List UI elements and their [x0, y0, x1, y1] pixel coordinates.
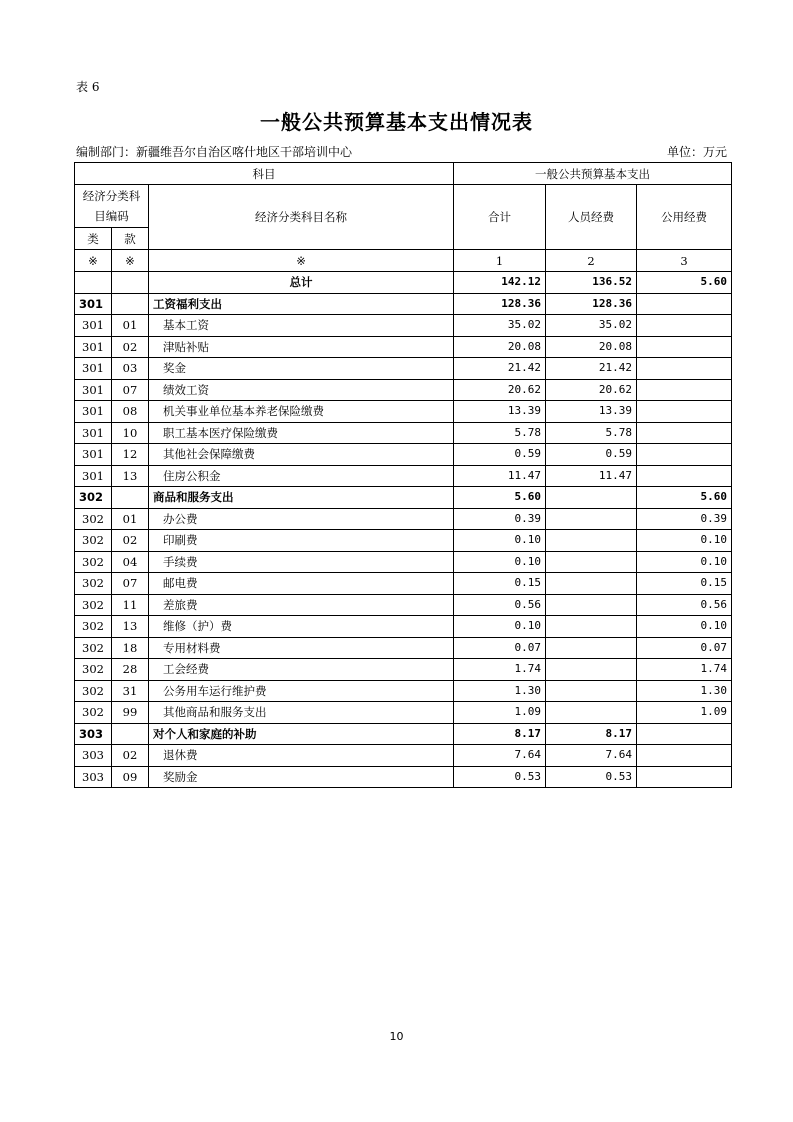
table-row: [75, 293, 732, 315]
cell-name: 印刷费: [149, 530, 454, 552]
cell-kuan: 02: [112, 530, 149, 552]
page-number: 10: [389, 1030, 404, 1043]
header-row-1: [75, 163, 732, 185]
table-row: [75, 358, 732, 380]
header-subject: 科目: [75, 163, 454, 185]
cell-kuan: 08: [112, 401, 149, 423]
grand-total-total: 142.12: [454, 272, 546, 294]
cell-personnel: [546, 594, 637, 616]
cell-name: 绩效工资: [149, 379, 454, 401]
cell-total: 0.56: [454, 594, 546, 616]
cell-total: 128.36: [454, 293, 546, 315]
cell-name: 奖励金: [149, 766, 454, 788]
cell-kuan: [112, 487, 149, 509]
cell-kuan: 07: [112, 379, 149, 401]
cell-personnel: 7.64: [546, 745, 637, 767]
expenditure-table: [74, 162, 732, 788]
cell-kuan: 04: [112, 551, 149, 573]
cell-public: 1.74: [637, 659, 732, 681]
cell-kuan: 09: [112, 766, 149, 788]
header-row-4: [75, 250, 732, 272]
table-row: [75, 616, 732, 638]
cell-public: [637, 293, 732, 315]
cell-public: [637, 745, 732, 767]
table-row: [75, 379, 732, 401]
cell-kuan: 07: [112, 573, 149, 595]
cell-public: [637, 723, 732, 745]
cell-total: 5.78: [454, 422, 546, 444]
cell-name: 办公费: [149, 508, 454, 530]
cell-public: [637, 336, 732, 358]
cell-public: 0.10: [637, 530, 732, 552]
cell-personnel: 8.17: [546, 723, 637, 745]
cell-lei: 302: [75, 616, 112, 638]
table-row: [75, 530, 732, 552]
cell-kuan: 12: [112, 444, 149, 466]
header-mark: ※: [75, 250, 112, 272]
table-row: [75, 401, 732, 423]
cell-lei: 301: [75, 315, 112, 337]
cell-name: 工资福利支出: [149, 293, 454, 315]
cell-public: [637, 379, 732, 401]
cell-public: 5.60: [637, 487, 732, 509]
cell-kuan: [112, 293, 149, 315]
table-row: [75, 487, 732, 509]
cell-total: 0.10: [454, 530, 546, 552]
cell-kuan: 13: [112, 616, 149, 638]
table-row: [75, 680, 732, 702]
cell-total: 20.08: [454, 336, 546, 358]
table-row: [75, 336, 732, 358]
table-row: [75, 637, 732, 659]
cell-personnel: 21.42: [546, 358, 637, 380]
table-row: [75, 594, 732, 616]
cell-name: 专用材料费: [149, 637, 454, 659]
header-personnel: 人员经费: [546, 185, 637, 250]
cell-personnel: 128.36: [546, 293, 637, 315]
cell-total: 1.30: [454, 680, 546, 702]
cell-name: 邮电费: [149, 573, 454, 595]
cell-lei: 301: [75, 401, 112, 423]
cell-public: 0.15: [637, 573, 732, 595]
cell-lei: 302: [75, 508, 112, 530]
header-public: 公用经费: [637, 185, 732, 250]
header-econ-name: 经济分类科目名称: [149, 185, 454, 250]
cell-total: 0.10: [454, 616, 546, 638]
cell-public: 0.10: [637, 616, 732, 638]
table-row: [75, 465, 732, 487]
header-col-number: 1: [454, 250, 546, 272]
cell-personnel: 20.08: [546, 336, 637, 358]
header-col-number: 2: [546, 250, 637, 272]
cell-lei: 302: [75, 551, 112, 573]
header-mark: ※: [112, 250, 149, 272]
cell-kuan: 31: [112, 680, 149, 702]
header-econ-code: 经济分类科目编码: [75, 185, 149, 228]
cell-total: 0.15: [454, 573, 546, 595]
cell-lei: 301: [75, 293, 112, 315]
cell-personnel: [546, 659, 637, 681]
cell-personnel: [546, 616, 637, 638]
cell-kuan: 01: [112, 315, 149, 337]
header-basic-expenditure: 一般公共预算基本支出: [454, 163, 732, 185]
cell-lei: 302: [75, 487, 112, 509]
cell-total: 0.07: [454, 637, 546, 659]
cell-total: 0.53: [454, 766, 546, 788]
cell-lei: 301: [75, 358, 112, 380]
cell-kuan: [112, 723, 149, 745]
cell-public: 1.30: [637, 680, 732, 702]
cell-personnel: [546, 702, 637, 724]
cell-personnel: 35.02: [546, 315, 637, 337]
grand-total-row: [75, 272, 732, 294]
cell-public: 0.56: [637, 594, 732, 616]
cell-kuan: 03: [112, 358, 149, 380]
cell-kuan: 18: [112, 637, 149, 659]
cell-total: 11.47: [454, 465, 546, 487]
cell-name: 差旅费: [149, 594, 454, 616]
cell-kuan: 13: [112, 465, 149, 487]
cell-lei: 303: [75, 723, 112, 745]
cell-name: 工会经费: [149, 659, 454, 681]
cell-public: [637, 401, 732, 423]
table-row: [75, 444, 732, 466]
cell-name: 机关事业单位基本养老保险缴费: [149, 401, 454, 423]
cell-kuan: 01: [112, 508, 149, 530]
cell-total: 8.17: [454, 723, 546, 745]
cell-personnel: [546, 551, 637, 573]
page-title: 一般公共预算基本支出情况表: [260, 110, 533, 134]
cell-personnel: 0.59: [546, 444, 637, 466]
cell-total: 0.10: [454, 551, 546, 573]
cell-personnel: 20.62: [546, 379, 637, 401]
cell-name: 住房公积金: [149, 465, 454, 487]
cell-name: 奖金: [149, 358, 454, 380]
header-kuan: 款: [112, 228, 149, 250]
cell-total: 5.60: [454, 487, 546, 509]
cell-kuan: 02: [112, 336, 149, 358]
department-label: 编制部门：新疆维吾尔自治区喀什地区干部培训中心: [76, 145, 353, 159]
cell-kuan: 10: [112, 422, 149, 444]
cell-personnel: [546, 508, 637, 530]
cell-name: 职工基本医疗保险缴费: [149, 422, 454, 444]
cell-public: [637, 358, 732, 380]
table-row: [75, 573, 732, 595]
cell-lei: 302: [75, 573, 112, 595]
cell-lei: 303: [75, 745, 112, 767]
cell-total: 1.74: [454, 659, 546, 681]
cell-total: 0.59: [454, 444, 546, 466]
table-row: [75, 551, 732, 573]
cell-lei: 302: [75, 702, 112, 724]
cell-lei: 302: [75, 680, 112, 702]
cell-personnel: [546, 573, 637, 595]
cell-public: [637, 465, 732, 487]
cell-total: 21.42: [454, 358, 546, 380]
cell-lei: 301: [75, 465, 112, 487]
cell-total: 1.09: [454, 702, 546, 724]
table-row: [75, 422, 732, 444]
cell-name: 对个人和家庭的补助: [149, 723, 454, 745]
cell-lei: 302: [75, 530, 112, 552]
cell-personnel: 11.47: [546, 465, 637, 487]
cell-lei: 302: [75, 594, 112, 616]
cell-personnel: 0.53: [546, 766, 637, 788]
cell-public: 0.10: [637, 551, 732, 573]
cell-personnel: [546, 637, 637, 659]
grand-total-label: 总计: [149, 272, 454, 294]
cell-name: 手续费: [149, 551, 454, 573]
cell-name: 退休费: [149, 745, 454, 767]
cell-total: 13.39: [454, 401, 546, 423]
cell-personnel: 13.39: [546, 401, 637, 423]
cell-total: 35.02: [454, 315, 546, 337]
cell-kuan: 11: [112, 594, 149, 616]
cell-name: 公务用车运行维护费: [149, 680, 454, 702]
cell-public: [637, 444, 732, 466]
unit-label: 单位：万元: [666, 145, 727, 159]
cell-name: 商品和服务支出: [149, 487, 454, 509]
header-total: 合计: [454, 185, 546, 250]
table-row: [75, 659, 732, 681]
cell-total: 0.39: [454, 508, 546, 530]
cell-public: [637, 766, 732, 788]
cell-name: 其他社会保障缴费: [149, 444, 454, 466]
cell-kuan: 99: [112, 702, 149, 724]
grand-total-public: 5.60: [637, 272, 732, 294]
table-row: [75, 766, 732, 788]
table-row: [75, 745, 732, 767]
table-number: 表 6: [76, 80, 100, 94]
table-row: [75, 702, 732, 724]
cell-name: 维修（护）费: [149, 616, 454, 638]
cell-name: 津贴补贴: [149, 336, 454, 358]
cell-lei: 301: [75, 422, 112, 444]
cell-personnel: [546, 487, 637, 509]
header-lei: 类: [75, 228, 112, 250]
cell-public: [637, 422, 732, 444]
cell-public: 0.07: [637, 637, 732, 659]
cell-lei: 301: [75, 444, 112, 466]
cell-lei: 303: [75, 766, 112, 788]
cell-personnel: [546, 680, 637, 702]
header-mark: ※: [149, 250, 454, 272]
cell-public: [637, 315, 732, 337]
cell-lei: 301: [75, 336, 112, 358]
cell-personnel: [546, 530, 637, 552]
cell-kuan: 28: [112, 659, 149, 681]
cell-public: 0.39: [637, 508, 732, 530]
cell-total: 7.64: [454, 745, 546, 767]
cell-lei: 301: [75, 379, 112, 401]
header-col-number: 3: [637, 250, 732, 272]
table-row: [75, 315, 732, 337]
cell-personnel: 5.78: [546, 422, 637, 444]
header-row-2: [75, 185, 732, 228]
table-row: [75, 508, 732, 530]
cell-public: 1.09: [637, 702, 732, 724]
cell-total: 20.62: [454, 379, 546, 401]
grand-total-personnel: 136.52: [546, 272, 637, 294]
table-row: [75, 723, 732, 745]
grand-total-kuan: [112, 272, 149, 294]
grand-total-lei: [75, 272, 112, 294]
cell-kuan: 02: [112, 745, 149, 767]
cell-name: 基本工资: [149, 315, 454, 337]
cell-lei: 302: [75, 659, 112, 681]
cell-name: 其他商品和服务支出: [149, 702, 454, 724]
cell-lei: 302: [75, 637, 112, 659]
